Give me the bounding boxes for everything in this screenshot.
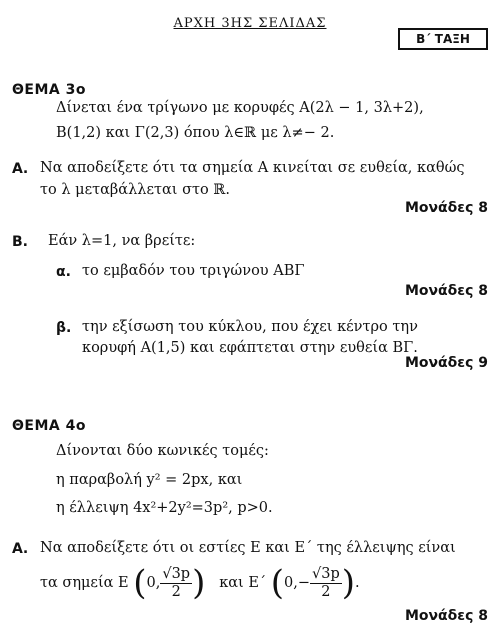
E2-denominator: 2 <box>321 583 331 600</box>
theme3-A-line2: το λ μεταβάλλεται στο ℝ. <box>40 182 231 198</box>
theme3-intro-line1: Δίνεται ένα τρίγωνο με κορυφές Α(2λ − 1, 3λ+2), <box>56 100 424 116</box>
ellipse-prefix: η έλλειψη <box>56 500 129 516</box>
theme3-B-label: Β. <box>12 234 28 250</box>
E2-fraction <box>310 566 342 600</box>
theme3-Bb-line1: την εξίσωση του κύκλου, που έχει κέντρο την <box>82 319 418 335</box>
right-paren: ) <box>192 563 206 603</box>
foci-prefix: τα σημεία Ε <box>40 575 129 591</box>
left-paren-2: ( <box>270 563 285 603</box>
theme4-ellipse-line <box>56 500 273 516</box>
parabola-prefix: η παραβολή <box>56 472 142 488</box>
parabola-suffix: και <box>217 472 243 488</box>
theme3-Bb-marks: Μονάδες 9 <box>404 355 488 371</box>
theme4-A-marks: Μονάδες 8 <box>404 608 488 624</box>
E2-coord-x: 0,− <box>284 575 311 591</box>
theme3-Bb-line2: κορυφή Α(1,5) και εφάπτεται στην ευθεία ΒΓ. <box>82 340 418 356</box>
theme3-B-line: Εάν λ=1, να βρείτε: <box>48 233 196 249</box>
E2-numerator: √3p <box>312 565 340 582</box>
page-label: ΑΡΧΗ 3ΗΣ ΣΕΛΙΔΑΣ <box>173 16 327 31</box>
foci-and: και Ε΄ <box>219 575 267 591</box>
left-paren: ( <box>133 563 147 603</box>
theme3-Ba-label: α. <box>56 264 71 280</box>
theme3-A-label: Α. <box>12 161 29 177</box>
theme3-Bb-label: β. <box>56 320 72 336</box>
theme4-A-line1: Να αποδείξετε ότι οι εστίες Ε και Ε΄ της έλλειψης είναι <box>40 540 456 556</box>
E-fraction <box>160 566 192 600</box>
theme4-parabola-line <box>56 472 242 488</box>
theme4-A-line2 <box>40 562 360 604</box>
theme3-Ba-marks: Μονάδες 8 <box>404 283 488 299</box>
theme3-intro-line2: Β(1,2) και Γ(2,3) όπου λ∈ℝ με λ≠− 2. <box>56 125 335 141</box>
ellipse-equation: 4x²+2y²=3p², <box>133 500 233 516</box>
class-box: Β΄ ΤΑΞΗ <box>398 28 488 50</box>
theme3-A-line1: Να αποδείξετε ότι τα σημεία Α κινείται σε ευθεία, καθώς <box>40 160 465 176</box>
theme3-A-marks: Μονάδες 8 <box>404 200 488 216</box>
right-paren-2: ) <box>341 563 356 603</box>
E-coord-x: 0, <box>146 575 161 591</box>
theme4-A-label: Α. <box>12 541 29 557</box>
theme4-title: ΘΕΜΑ 4ο <box>12 418 86 434</box>
theme4-intro: Δίνονται δύο κωνικές τομές: <box>56 443 269 459</box>
ellipse-condition: p>0. <box>237 500 273 516</box>
E-denominator: 2 <box>171 583 181 600</box>
E-numerator: √3p <box>162 565 191 582</box>
theme3-Ba-line: το εμβαδόν του τριγώνου ΑΒΓ <box>82 263 305 279</box>
theme3-title: ΘΕΜΑ 3ο <box>12 82 86 98</box>
parabola-equation: y² = 2px, <box>146 472 214 488</box>
foci-end: . <box>355 575 360 591</box>
